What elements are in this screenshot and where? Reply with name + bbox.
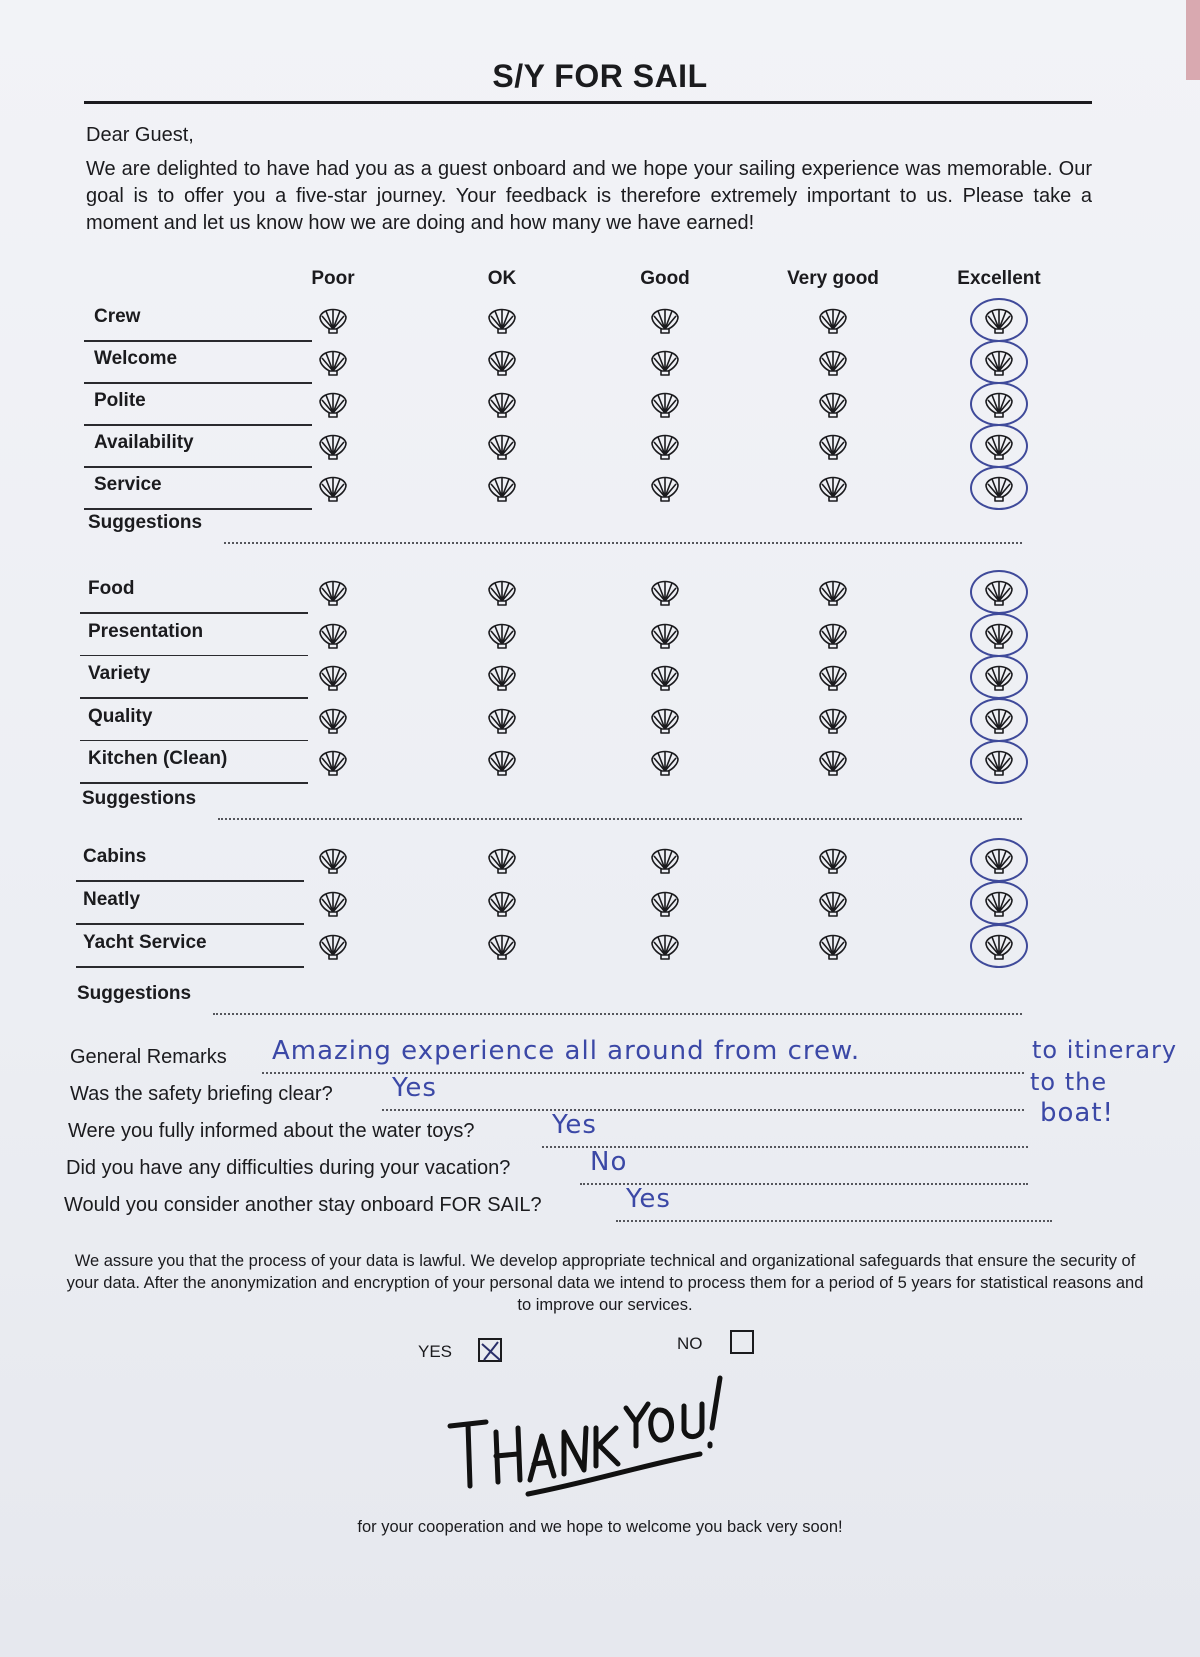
consent-no-label: NO [677, 1334, 703, 1353]
shell-icon[interactable] [317, 389, 349, 419]
shell-icon[interactable] [649, 662, 681, 692]
shell-icon[interactable] [317, 662, 349, 692]
shell-icon-shape [317, 845, 349, 875]
shell-icon-shape [649, 845, 681, 875]
consent-no-checkbox[interactable] [730, 1330, 754, 1354]
selected-rating-circle [970, 382, 1028, 426]
selected-rating-circle [970, 655, 1028, 699]
shell-icon-shape [817, 931, 849, 961]
answer-2: Yes [392, 1073, 437, 1103]
rating-row-rule [84, 340, 312, 342]
shell-icon-shape [649, 888, 681, 918]
shell-icon[interactable] [486, 705, 518, 735]
shell-icon[interactable] [817, 845, 849, 875]
rating-row-label-service: Service [94, 474, 162, 495]
shell-icon-shape [817, 347, 849, 377]
shell-icon-shape [817, 431, 849, 461]
thank-you-handwritten [440, 1370, 730, 1505]
answer-line-2[interactable] [382, 1109, 1024, 1111]
rating-row-label-crew: Crew [94, 306, 141, 327]
shell-icon[interactable] [817, 305, 849, 335]
shell-icon[interactable] [486, 347, 518, 377]
privacy-notice: We assure you that the process of your data is lawful. We develop appropriate technical and organizational safeguards that ensure the security of your data. After the anonymization and encryption of your personal data we intend to process them for a period of 5 years for statistical reasons and to improve our services. [66, 1252, 1144, 1314]
suggestions-line[interactable] [218, 818, 1022, 820]
form-title: S/Y FOR SAIL [492, 58, 708, 94]
shell-icon-shape [317, 931, 349, 961]
shell-icon[interactable] [817, 577, 849, 607]
rating-row-rule [76, 966, 304, 968]
answer-5: Yes [626, 1184, 671, 1214]
rating-column-ok: OK [487, 268, 517, 289]
shell-icon[interactable] [317, 431, 349, 461]
rating-row-rule [80, 740, 308, 742]
selected-rating-circle [970, 740, 1028, 784]
shell-icon-shape [486, 577, 518, 607]
shell-icon-shape [317, 389, 349, 419]
shell-icon[interactable] [486, 305, 518, 335]
shell-icon-shape [817, 705, 849, 735]
shell-icon[interactable] [649, 705, 681, 735]
question-label-5: Would you consider another stay onboard FOR SAIL? [64, 1194, 542, 1216]
general-remarks-answer-line-1: Amazing experience all around from crew. [272, 1036, 861, 1066]
shell-icon-shape [817, 845, 849, 875]
rating-row-rule [80, 782, 308, 784]
selected-rating-circle [970, 838, 1028, 882]
shell-icon[interactable] [649, 931, 681, 961]
check-mark-icon [480, 1340, 502, 1362]
thank-you-lettering [440, 1370, 730, 1500]
shell-icon[interactable] [817, 347, 849, 377]
shell-icon[interactable] [486, 662, 518, 692]
selected-rating-circle [970, 298, 1028, 342]
shell-icon-shape [817, 888, 849, 918]
shell-icon-shape [817, 305, 849, 335]
rating-row-rule [80, 612, 308, 614]
shell-icon-shape [649, 620, 681, 650]
answer-line-1[interactable] [262, 1072, 1024, 1074]
shell-icon-shape [649, 705, 681, 735]
shell-icon-shape [649, 577, 681, 607]
shell-icon[interactable] [649, 473, 681, 503]
question-label-3: Were you fully informed about the water toys? [68, 1120, 475, 1142]
shell-icon-shape [317, 577, 349, 607]
shell-icon[interactable] [649, 747, 681, 777]
shell-icon-shape [817, 662, 849, 692]
consent-yes-checkbox[interactable] [478, 1338, 502, 1362]
shell-icon[interactable] [817, 931, 849, 961]
greeting: Dear Guest, [86, 124, 194, 146]
shell-icon-shape [317, 347, 349, 377]
shell-icon-shape [649, 389, 681, 419]
shell-icon-shape [317, 431, 349, 461]
shell-icon[interactable] [817, 705, 849, 735]
answer-3: Yes [552, 1110, 597, 1140]
shell-icon[interactable] [486, 473, 518, 503]
shell-icon[interactable] [817, 888, 849, 918]
rating-row-label-welcome: Welcome [94, 348, 178, 369]
shell-icon-shape [317, 620, 349, 650]
rating-row-label-availability: Availability [94, 432, 194, 453]
general-remarks-answer-line-4: boat! [1040, 1098, 1114, 1128]
shell-icon[interactable] [486, 845, 518, 875]
shell-icon[interactable] [317, 473, 349, 503]
shell-icon-shape [317, 473, 349, 503]
shell-icon[interactable] [817, 662, 849, 692]
rating-row-label-food: Food [88, 578, 135, 599]
shell-icon[interactable] [486, 931, 518, 961]
rating-row-rule [84, 466, 312, 468]
shell-icon[interactable] [486, 747, 518, 777]
question-label-1: General Remarks [70, 1046, 227, 1068]
rating-column-poor: Poor [311, 268, 355, 289]
shell-icon-shape [817, 620, 849, 650]
selected-rating-circle [970, 570, 1028, 614]
shell-icon[interactable] [486, 431, 518, 461]
shell-icon-shape [649, 431, 681, 461]
shell-icon[interactable] [649, 845, 681, 875]
rating-row-rule [84, 382, 312, 384]
answer-line-5[interactable] [616, 1220, 1052, 1222]
shell-icon-shape [486, 347, 518, 377]
consent-yes-label: YES [418, 1342, 453, 1361]
shell-icon[interactable] [817, 473, 849, 503]
shell-icon-shape [649, 347, 681, 377]
shell-icon-shape [317, 305, 349, 335]
shell-icon-shape [486, 473, 518, 503]
question-label-2: Was the safety briefing clear? [70, 1083, 333, 1105]
rating-row-label-yacht-service: Yacht Service [83, 932, 207, 953]
shell-icon-shape [649, 305, 681, 335]
shell-icon[interactable] [649, 577, 681, 607]
selected-rating-circle [970, 466, 1028, 510]
rating-column-good: Good [640, 268, 690, 289]
suggestions-label: Suggestions [82, 788, 197, 809]
shell-icon-shape [817, 577, 849, 607]
shell-icon[interactable] [486, 577, 518, 607]
shell-icon[interactable] [649, 620, 681, 650]
rating-row-rule [80, 655, 308, 657]
closing-line: for your cooperation and we hope to welcome you back very soon! [357, 1518, 843, 1536]
rating-row-label-presentation: Presentation [88, 620, 204, 642]
shell-icon-shape [486, 747, 518, 777]
rating-row-label-neatly: Neatly [83, 889, 141, 910]
rating-row-label-polite: Polite [94, 390, 146, 411]
rating-row-rule [76, 880, 304, 882]
shell-icon[interactable] [317, 577, 349, 607]
shell-icon[interactable] [817, 747, 849, 777]
title-divider [84, 101, 1092, 104]
question-label-4: Did you have any difficulties during your vacation? [66, 1157, 511, 1179]
shell-icon[interactable] [317, 347, 349, 377]
shell-icon[interactable] [817, 389, 849, 419]
selected-rating-circle [970, 424, 1028, 468]
shell-icon-shape [486, 845, 518, 875]
shell-icon-shape [486, 888, 518, 918]
shell-icon-shape [486, 305, 518, 335]
shell-icon-shape [649, 747, 681, 777]
shell-icon[interactable] [649, 389, 681, 419]
shell-icon[interactable] [649, 305, 681, 335]
shell-icon[interactable] [317, 931, 349, 961]
rating-row-rule [84, 424, 312, 426]
rating-row-label-quality: Quality [88, 705, 153, 727]
shell-icon[interactable] [317, 620, 349, 650]
shell-icon[interactable] [486, 389, 518, 419]
shell-icon-shape [317, 662, 349, 692]
shell-icon-shape [817, 747, 849, 777]
shell-icon-shape [486, 662, 518, 692]
selected-rating-circle [970, 613, 1028, 657]
shell-icon-shape [486, 620, 518, 650]
shell-icon-shape [486, 431, 518, 461]
shell-icon[interactable] [317, 845, 349, 875]
shell-icon-shape [317, 747, 349, 777]
selected-rating-circle [970, 924, 1028, 968]
shell-icon[interactable] [317, 888, 349, 918]
rating-row-label-variety: Variety [88, 663, 151, 684]
shell-icon[interactable] [317, 705, 349, 735]
shell-icon[interactable] [317, 747, 349, 777]
shell-icon[interactable] [649, 347, 681, 377]
suggestions-label: Suggestions [88, 512, 203, 533]
shell-icon-shape [317, 705, 349, 735]
intro-paragraph: We are delighted to have had you as a guest onboard and we hope your sailing experience was memorable. Our goal is to offer you a five-star journey. Your feedback is therefore extremely important to us. Please take a moment and let us know how we are doing and how many we have earned! [86, 158, 1092, 234]
rating-row-rule [84, 508, 312, 510]
shell-icon[interactable] [817, 431, 849, 461]
rating-row-rule [80, 697, 308, 699]
shell-icon-shape [649, 662, 681, 692]
suggestions-label: Suggestions [77, 983, 192, 1004]
rating-column-very-good: Very good [787, 268, 879, 289]
rating-row-rule [76, 923, 304, 925]
shell-icon[interactable] [486, 888, 518, 918]
shell-icon-shape [817, 473, 849, 503]
general-remarks-answer-line-2: to itinerary [1032, 1036, 1178, 1064]
selected-rating-circle [970, 881, 1028, 925]
selected-rating-circle [970, 340, 1028, 384]
shell-icon-shape [486, 389, 518, 419]
rating-row-label-cabins: Cabins [83, 846, 147, 867]
shell-icon[interactable] [317, 305, 349, 335]
selected-rating-circle [970, 698, 1028, 742]
shell-icon-shape [817, 389, 849, 419]
suggestions-line[interactable] [213, 1013, 1022, 1015]
shell-icon-shape [486, 931, 518, 961]
rating-column-excellent: Excellent [957, 268, 1041, 289]
answer-4: No [590, 1147, 628, 1177]
shell-icon[interactable] [486, 620, 518, 650]
shell-icon-shape [486, 705, 518, 735]
shell-icon[interactable] [649, 431, 681, 461]
shell-icon-shape [649, 931, 681, 961]
general-remarks-answer-line-3: to the [1030, 1068, 1108, 1096]
shell-icon[interactable] [817, 620, 849, 650]
rating-row-label-kitchen-clean: Kitchen (Clean) [88, 748, 228, 769]
shell-icon-shape [317, 888, 349, 918]
suggestions-line[interactable] [224, 542, 1022, 544]
shell-icon[interactable] [649, 888, 681, 918]
shell-icon-shape [649, 473, 681, 503]
